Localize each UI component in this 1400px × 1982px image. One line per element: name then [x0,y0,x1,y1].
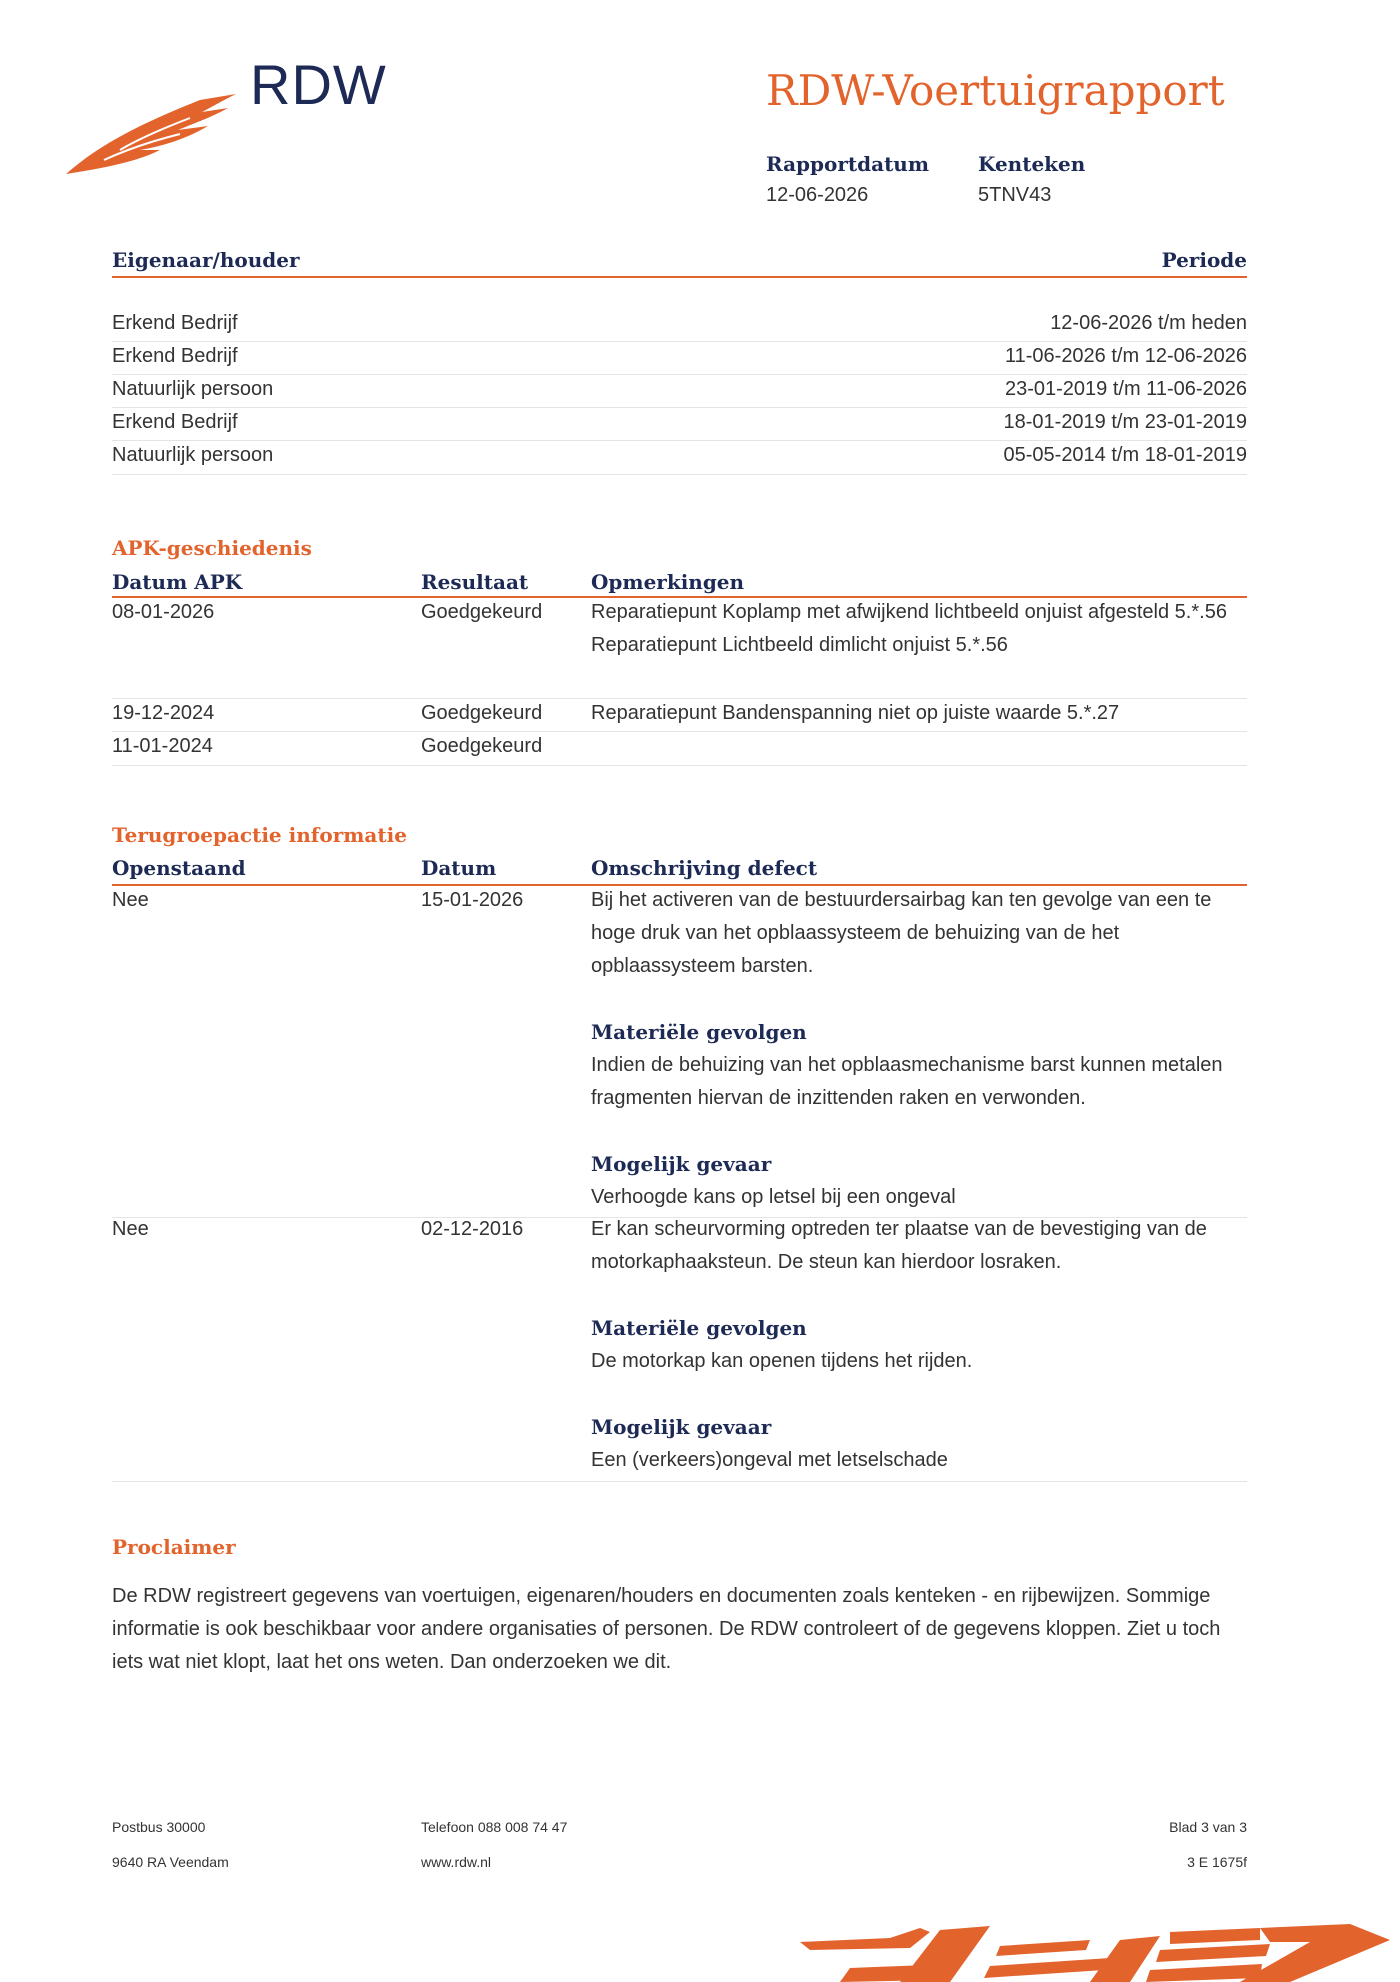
apk-result: Goedgekeurd [421,601,543,623]
apk-remark: Reparatiepunt Bandenspanning niet op juiste waarde 5.*.27 [591,702,1120,724]
recall-description: Er kan scheurvorming optreden ter plaatse van de bevestiging van de motorkaphaaksteun. De steun kan hierdoor losraken. [591,1218,1207,1273]
row-divider [112,474,1247,475]
possible-danger-label: Mogelijk gevaar [591,1152,772,1176]
owner-name: Erkend Bedrijf [112,411,238,433]
rdw-logo-icon [60,88,240,178]
apk-remark: Reparatiepunt Lichtbeeld dimlicht onjuist 5.*.56 [591,634,1008,656]
recall-row [112,884,1247,1214]
owners-header-rule [112,276,1247,278]
footer-page-number: Blad 3 van 3 [1169,1819,1247,1835]
possible-danger-label: Mogelijk gevaar [591,1415,772,1439]
owner-name: Erkend Bedrijf [112,312,238,334]
owner-period: 12-06-2026 t/m heden [1050,312,1247,334]
row-divider [112,1481,1247,1482]
footer-postbus: Postbus 30000 [112,1819,206,1835]
plate-value: 5TNV43 [978,184,1052,206]
owner-row [112,406,1247,439]
material-consequences-label: Materiële gevolgen [591,1316,807,1340]
owner-row [112,439,1247,472]
recall-desc-header: Omschrijving defect [591,856,818,880]
footer-document-code: 3 E 1675f [1187,1854,1247,1870]
possible-danger-text: Verhoogde kans op letsel bij een ongeval [591,1186,956,1208]
logo-text: RDW [250,53,387,116]
apk-date: 08-01-2026 [112,601,215,623]
apk-row [112,596,1247,696]
possible-danger-text: Een (verkeers)ongeval met letselschade [591,1449,948,1471]
apk-result-header: Resultaat [421,570,529,594]
apk-date: 11-01-2024 [112,735,213,757]
footer-stripes-icon [790,1920,1400,1982]
recall-date: 02-12-2016 [421,1218,524,1240]
apk-row [112,730,1247,763]
recall-date: 15-01-2026 [421,889,524,911]
owner-row [112,307,1247,340]
apk-remark: Reparatiepunt Koplamp met afwijkend lichtbeeld onjuist afgesteld 5.*.56 [591,601,1227,623]
material-consequences-text: Indien de behuizing van het opblaasmechanisme barst kunnen metalen fragmenten hiervan de inzittenden raken en verwonden. [591,1054,1223,1109]
apk-date-header: Datum APK [112,570,243,594]
recall-section-title: Terugroepactie informatie [112,823,407,847]
footer-website: www.rdw.nl [421,1854,492,1870]
recall-row [112,1213,1247,1478]
recall-open-header: Openstaand [112,856,246,880]
owner-name: Natuurlijk persoon [112,378,274,400]
owner-row [112,373,1247,406]
owner-name: Erkend Bedrijf [112,345,238,367]
apk-date: 19-12-2024 [112,702,215,724]
plate-label: Kenteken [978,152,1086,176]
owner-period: 05-05-2014 t/m 18-01-2019 [1003,444,1247,466]
apk-remarks-header: Opmerkingen [591,570,745,594]
owner-row [112,340,1247,373]
period-column-header: Periode [1161,248,1247,272]
material-consequences-text: De motorkap kan openen tijdens het rijden. [591,1350,973,1372]
recall-description: Bij het activeren van de bestuurdersairbag kan ten gevolge van een te hoge druk van het opblaassysteem de behuizing van de het opblaassysteem barsten. [591,889,1212,977]
apk-row [112,697,1247,730]
footer-phone: Telefoon 088 008 74 47 [421,1819,568,1835]
owner-period: 23-01-2019 t/m 11-06-2026 [1004,378,1247,400]
owner-period: 11-06-2026 t/m 12-06-2026 [1004,345,1247,367]
recall-date-header: Datum [421,856,497,880]
report-date-label: Rapportdatum [766,152,930,176]
row-divider [112,765,1247,766]
material-consequences-label: Materiële gevolgen [591,1020,807,1044]
footer-city: 9640 RA Veendam [112,1854,229,1870]
report-date-value: 12-06-2026 [766,184,869,206]
proclaimer-text: De RDW registreert gegevens van voertuigen, eigenaren/houders en documenten zoals kenteken - en rijbewijzen. Sommige informatie is ook beschikbaar voor andere organisaties of personen. De RDW controleert of de gegevens kloppen. Ziet u toch iets wat niet klopt, laat het ons weten. Dan onderzoeken we dit. [112,1585,1221,1673]
recall-open: Nee [112,1218,149,1240]
apk-section-title: APK-geschiedenis [112,536,312,560]
owner-column-header: Eigenaar/houder [112,248,300,272]
owner-name: Natuurlijk persoon [112,444,274,466]
recall-open: Nee [112,889,149,911]
proclaimer-title: Proclaimer [112,1535,236,1559]
owner-period: 18-01-2019 t/m 23-01-2019 [1003,411,1247,433]
apk-result: Goedgekeurd [421,702,543,724]
apk-result: Goedgekeurd [421,735,543,757]
report-title: RDW-Voertuigrapport [766,66,1225,115]
